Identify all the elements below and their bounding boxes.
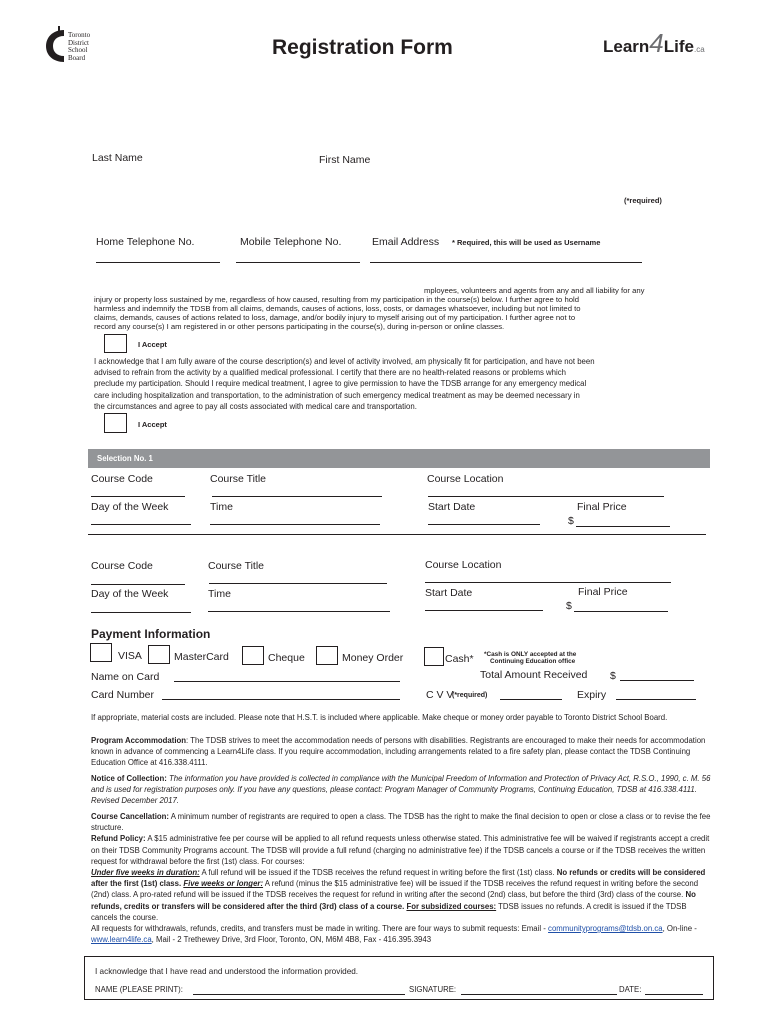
course-location-label: Course Location [427,473,504,485]
waiver-1-accept-label: I Accept [138,340,167,349]
mastercard-checkbox[interactable] [148,645,170,664]
waiver-paragraph-2 [94,356,714,412]
course-code-field[interactable] [91,584,185,585]
day-of-week-field[interactable] [91,524,191,525]
last-name-label: Last Name [92,152,143,164]
accommodation-note [91,735,713,769]
accommodation-text: : The TDSB strives to meet the accommodation needs of persons with disabilities. Registrants are encouraged to make their needs for accommodation known in advance of commencing a Learn4Life class. If you require accommodation, including arrangements related to a fire safety plan, please contact the TDSB Continuing Education Office at 416.338.4111. [91,736,706,768]
course-location-field[interactable] [425,582,671,583]
learn4life-logo [603,28,705,59]
course-title-label: Course Title [208,560,265,572]
tdsb-logo-line: Toronto [68,31,91,39]
course-code-label: Course Code [91,473,153,485]
collection-text: The information you have provided is collected in compliance with the Municipal Freedom of Information and Protection of Privacy Act, R.S.O., 1990, c. M. 56 and is used for registration purposes only. If you have any questions, please contact: Program Manager of Community Programs, Continuing Education, TDSB at 416.338.4111. Revised December 2017. [91,774,711,806]
under-five-text: A full refund will be issued if the TDSB receives the refund request in writing before the first (1st) class. [199,868,555,878]
collection-label: Notice of Collection: [91,774,167,783]
selection-bar-label: Selection No. 1 [97,454,153,463]
waiver-line: claims, demands, causes of actions related to loss, damage, and/or bodily injury to myself arising out of my participation. I further agree not to [94,312,576,322]
cvv-field[interactable] [500,699,562,700]
name-on-card-label: Name on Card [91,671,160,683]
cheque-checkbox[interactable] [242,646,264,665]
payment-heading: Payment Information [91,627,211,641]
signature-label: SIGNATURE: [409,985,457,994]
start-date-field[interactable] [425,610,543,611]
learn4life-logo-mid: 4 [649,28,664,58]
learn4life-logo-suffix: .ca [694,45,705,54]
page-title: Registration Form [272,36,453,59]
time-field[interactable] [208,611,390,612]
final-price-field[interactable] [574,611,668,612]
five-or-longer-label: Five weeks or longer: [183,879,264,889]
start-date-label: Start Date [428,501,476,513]
total-amount-label: Total Amount Received [480,669,588,681]
cash-label: Cash* [445,653,474,665]
start-date-label: Start Date [425,587,473,599]
waiver-line: advised to refrain from the activity by a qualified medical professional. I certify that there are no health-related reasons or problems which [94,368,566,378]
acknowledgement-box [84,956,714,1000]
requests-text: All requests for withdrawals, refunds, credits, and transfers must be made in writing. There are four ways to submit requests: Email - [91,924,546,934]
collection-note [91,773,713,807]
final-price-label: Final Price [578,586,628,598]
under-five-bold: No refunds or credits will be considered after the first (1st) class. [91,868,706,889]
selection-bar [88,449,710,468]
cash-note-line: *Cash is ONLY accepted at the [484,651,577,658]
email-address-field[interactable] [370,262,642,263]
day-of-week-label: Day of the Week [91,501,169,513]
waiver-line: record any course(s) I am registered in or other persons participating in the course(s), during in-person or online classes. [94,321,505,331]
cancellation-label: Course Cancellation: [91,812,169,821]
course-title-field[interactable] [212,496,382,497]
learn4life-logo-left: Learn [603,37,650,56]
final-price-dollar: $ [566,600,572,612]
mobile-telephone-label: Mobile Telephone No. [240,236,342,248]
waiver-2-accept-checkbox[interactable] [104,413,127,433]
signature-field[interactable] [461,994,617,995]
waiver-line: the circumstances and agree to pay all costs associated with medical care and transportation. [94,401,417,411]
print-name-label: NAME (PLEASE PRINT): [95,985,183,994]
time-label: Time [210,501,233,513]
time-label: Time [208,588,231,600]
final-price-label: Final Price [577,501,627,513]
selection-divider [88,534,706,535]
waiver-line: mployees, volunteers and agents from any and all liability for any [424,286,645,295]
acknowledgement-text: I acknowledge that I have read and understood the information provided. [95,967,359,976]
home-telephone-label: Home Telephone No. [96,236,195,248]
cash-note-line: Continuing Education office [490,658,576,666]
course-title-field[interactable] [209,583,387,584]
mobile-telephone-field[interactable] [236,262,360,263]
accommodation-label: Program Accommodation [91,736,187,745]
money-order-label: Money Order [342,652,404,664]
expiry-field[interactable] [616,699,696,700]
mastercard-label: MasterCard [174,651,229,663]
name-on-card-field[interactable] [174,681,400,682]
five-or-longer-text: A refund (minus the $15 administrative fee) will be issued if the TDSB receives the refund request in writing before the second (2nd) class. A pro-rated refund will be issued if the TDSB receives the request for refund in writing after the second (2nd) class, but before the third (3rd) class of the course. [91,879,699,900]
waiver-1-accept-checkbox[interactable] [104,334,127,353]
course-code-label: Course Code [91,560,153,572]
cvv-required-note: (*required) [452,692,488,699]
print-name-field[interactable] [193,994,405,995]
waiver-line: harmless and indemnify the TDSB from all claims, demands, causes of actions, loss, costs, or damages whatsoever, including but not limited to [94,303,581,313]
cvv-label: C V V [426,689,454,701]
cheque-label: Cheque [268,652,305,664]
course-location-label: Course Location [425,559,502,571]
tdsb-logo-line: School [68,46,88,55]
first-name-label: First Name [319,154,371,166]
cancellation-note [91,811,713,945]
tdsb-logo-line: District [68,38,89,47]
home-telephone-field[interactable] [96,262,220,263]
start-date-field[interactable] [428,524,540,525]
total-amount-dollar: $ [610,670,616,682]
visa-label: VISA [118,650,142,662]
course-title-label: Course Title [210,473,267,485]
refund-text: A $15 administrative fee per course will be applied to all refund requests unless otherwise stated. This administrative fee will be waived if registrants accept a credit on their TDSB Community Programs account. The TDSB will provide a full refund (charging no administrative fee) if the TDSB cancels a course or if the TDSB receives the written request for withdrawal before the first (1st) class. For courses: [91,834,710,866]
cash-note [484,651,576,666]
card-number-label: Card Number [91,689,155,701]
day-of-week-field[interactable] [91,612,191,613]
email-address-label: Email Address [372,236,440,248]
tdsb-logo [44,24,106,68]
waiver-line: preclude my participation. Should I require medical treatment, I agree to give permission to have the TDSB arrange for any emergency medical [94,379,587,389]
total-amount-field[interactable] [620,680,694,681]
email-link[interactable]: communityprograms@tdsb.on.ca [548,924,663,934]
final-price-dollar: $ [568,515,574,527]
waiver-line: care including hospitalization and transportation, to the administration of such emergency medical treatment as may be deemed necessary in [94,390,580,400]
under-five-label: Under five weeks in duration: [91,868,200,878]
email-required-note: * Required, this will be used as Username [452,238,601,247]
materials-note: If appropriate, material costs are included. Please note that H.S.T. is included where applicable. Make cheque or money order payable to Toronto District School Board. [91,713,668,722]
website-link[interactable]: www.learn4life.ca [91,935,152,945]
learn4life-logo-right: Life [663,37,694,56]
visa-checkbox[interactable] [90,643,112,662]
required-note: (*required) [624,196,662,205]
subsidized-text: TDSB issues no refunds. A credit is issued if the TDSB cancels the course. [91,901,687,922]
waiver-line: injury or property loss sustained by me, regardless of how caused, resulting from my participation in the course(s) below. I further agree to hold [94,294,579,304]
day-of-week-label: Day of the Week [91,588,169,600]
course-code-field[interactable] [91,496,185,497]
course-location-field[interactable] [428,496,664,497]
waiver-2-accept-label: I Accept [138,420,167,429]
card-number-field[interactable] [162,699,400,700]
time-field[interactable] [210,524,380,525]
final-price-field[interactable] [576,526,670,527]
refund-label: Refund Policy: [91,834,146,844]
waiver-paragraph-1 [94,287,714,332]
waiver-line: I acknowledge that I am fully aware of the course description(s) and level of activity involved, am physically fit for participation, and have not been [94,357,595,366]
tdsb-logo-line: Board [68,53,86,62]
online-text: , On-line - [662,924,697,934]
money-order-checkbox[interactable] [316,646,338,665]
date-label: DATE: [619,985,642,994]
expiry-label: Expiry [577,689,607,701]
cash-checkbox[interactable] [424,647,444,666]
subsidized-label: For subsidized courses: [406,901,497,911]
mail-text: , Mail - 2 Trethewey Drive, 3rd Floor, Toronto, ON, M6M 4B8, Fax - 416.395.3943 [151,935,432,945]
date-field[interactable] [645,994,703,995]
five-or-longer-bold: No refunds, credits or transfers will be considered after the third (3rd) class of a course. [91,890,696,911]
cancellation-text: A minimum number of registrants are required to open a class. The TDSB has the right to make the final decision to open or close a class or to revise the fee structure. [91,812,711,833]
